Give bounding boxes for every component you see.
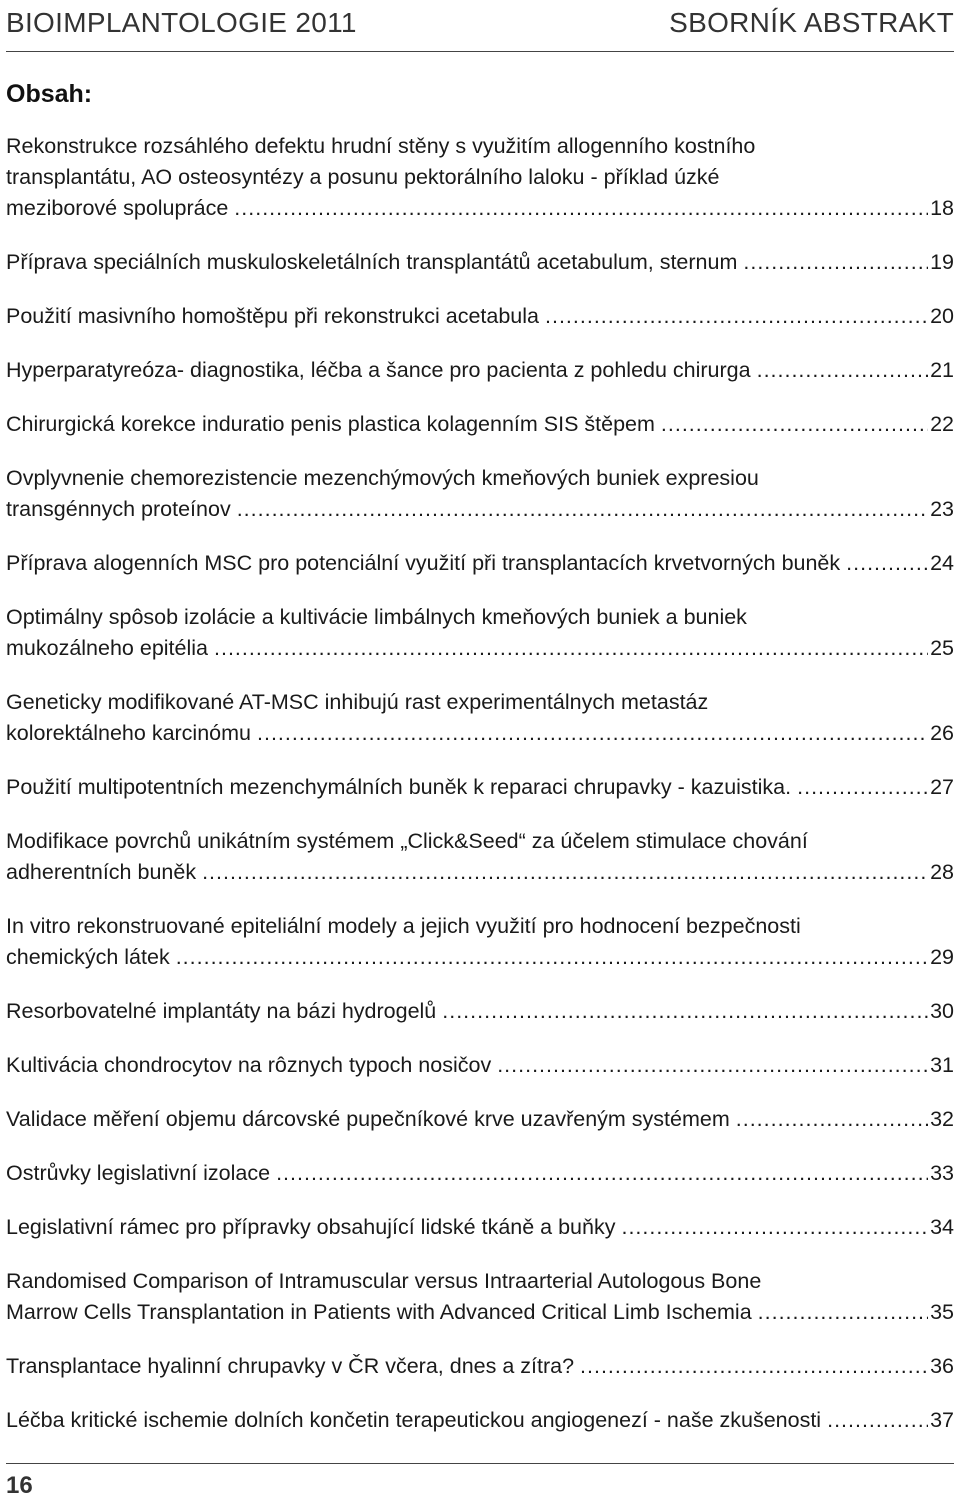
dot-leader	[757, 355, 928, 386]
toc-entry-title: Hyperparatyreóza- diagnostika, léčba a šance pro pacienta z pohledu chirurga	[6, 358, 751, 382]
toc-entry-line	[6, 772, 954, 803]
toc-entry-page: 23	[930, 497, 954, 521]
toc-entry[interactable]	[6, 1351, 954, 1382]
dot-leader	[661, 409, 928, 440]
toc-entry-line	[6, 942, 954, 973]
toc-entry-page: 19	[930, 250, 954, 274]
toc-entry-line	[6, 1104, 954, 1135]
toc-entry-page: 34	[930, 1215, 954, 1239]
dot-leader	[202, 857, 928, 888]
toc-entry-title: Ostrůvky legislativní izolace	[6, 1161, 271, 1185]
toc-entry-page: 21	[930, 358, 954, 382]
dot-leader	[758, 1297, 928, 1328]
toc-entry-title: kolorektálneho karcinómu	[6, 721, 251, 745]
toc-entry-line	[6, 1405, 954, 1436]
toc-entry-line	[6, 1266, 954, 1297]
dot-leader	[237, 494, 928, 525]
toc-entry-title: adherentních buněk	[6, 860, 197, 884]
toc-entry-line	[6, 1351, 954, 1382]
toc-entry-line	[6, 162, 954, 193]
toc-entry-title: Validace měření objemu dárcovské pupečníkové krve uzavřeným systémem	[6, 1107, 730, 1131]
dot-leader	[497, 1050, 928, 1081]
toc-entry[interactable]	[6, 355, 954, 386]
toc-entry-page: 22	[930, 412, 954, 436]
toc-entry-line	[6, 494, 954, 525]
dot-leader	[827, 1405, 928, 1436]
toc-entry-title: chemických látek	[6, 945, 170, 969]
toc-entry-title: Legislativní rámec pro přípravky obsahující lidské tkáně a buňky	[6, 1215, 616, 1239]
toc-entry-title: Ovplyvnenie chemorezistencie mezenchýmových kmeňových buniek expresiou	[6, 466, 759, 490]
toc-entry-page: 36	[930, 1354, 954, 1378]
dot-leader	[442, 996, 928, 1027]
toc-entry-page: 28	[930, 860, 954, 884]
toc-entry[interactable]	[6, 996, 954, 1027]
toc-entry[interactable]	[6, 772, 954, 803]
header-right: SBORNÍK ABSTRAKT	[669, 7, 954, 38]
toc-entry[interactable]	[6, 602, 954, 664]
toc-entry-title: Použití masivního homoštěpu při rekonstrukci acetabula	[6, 304, 539, 328]
dot-leader	[736, 1104, 928, 1135]
toc-entry-title: Příprava alogenních MSC pro potenciální využití při transplantacích krvetvorných buněk	[6, 551, 841, 575]
toc-entry-line	[6, 1212, 954, 1243]
toc-entry-title: transgénnych proteínov	[6, 497, 231, 521]
toc-entry[interactable]	[6, 1104, 954, 1135]
dot-leader	[176, 942, 928, 973]
toc-entry-page: 37	[930, 1408, 954, 1432]
toc-entry-title: Použití multipotentních mezenchymálních buněk k reparaci chrupavky - kazuistika.	[6, 775, 792, 799]
toc-entry-line	[6, 131, 954, 162]
dot-leader	[621, 1212, 928, 1243]
toc-entry-title: Geneticky modifikované AT-MSC inhibujú rast experimentálnych metastáz	[6, 690, 709, 714]
footer-divider	[6, 1463, 954, 1464]
toc-entry[interactable]	[6, 548, 954, 579]
toc-entry-line	[6, 463, 954, 494]
toc-entry-line	[6, 548, 954, 579]
toc-entry-page: 33	[930, 1161, 954, 1185]
toc-entry-page: 18	[930, 196, 954, 220]
toc-entry-title: transplantátu, AO osteosyntézy a posunu pektorálního laloku - příklad úzké	[6, 165, 720, 189]
toc-entry-title: Chirurgická korekce induratio penis plastica kolagenním SIS štěpem	[6, 412, 655, 436]
toc-entry-title: mukozálneho epitélia	[6, 636, 208, 660]
toc-entry-page: 32	[930, 1107, 954, 1131]
toc-entry-line	[6, 1297, 954, 1328]
running-header	[6, 0, 954, 52]
toc-entry[interactable]	[6, 1050, 954, 1081]
toc-entry-page: 20	[930, 304, 954, 328]
toc-entry-title: Léčba kritické ischemie dolních končetin terapeutickou angiogenezí - naše zkušenosti	[6, 1408, 822, 1432]
toc-entry[interactable]	[6, 131, 954, 224]
header-left: BIOIMPLANTOLOGIE 2011	[6, 7, 357, 38]
toc-entry-page: 29	[930, 945, 954, 969]
toc-entry-line	[6, 1050, 954, 1081]
toc-entry-line	[6, 247, 954, 278]
toc-entry-title: Příprava speciálních muskuloskeletálních transplantátů acetabulum, sternum	[6, 250, 738, 274]
toc-entry[interactable]	[6, 1405, 954, 1436]
page-title: Obsah:	[6, 80, 93, 108]
toc-entry-title: Kultivácia chondrocytov na rôznych typoch nosičov	[6, 1053, 492, 1077]
toc-entry-line	[6, 687, 954, 718]
toc-entry-page: 27	[930, 775, 954, 799]
toc-entry-title: Rekonstrukce rozsáhlého defektu hrudní stěny s využitím allogenního kostního	[6, 134, 756, 158]
dot-leader	[257, 718, 928, 749]
toc-entry[interactable]	[6, 301, 954, 332]
toc-entry-title: Optimálny spôsob izolácie a kultivácie limbálnych kmeňových buniek a buniek	[6, 605, 747, 629]
toc-entry-line	[6, 1158, 954, 1189]
toc-entry-title: Transplantace hyalinní chrupavky v ČR včera, dnes a zítra?	[6, 1354, 575, 1378]
toc-entry-line	[6, 633, 954, 664]
toc-entry-page: 26	[930, 721, 954, 745]
dot-leader	[846, 548, 928, 579]
toc-entry-line	[6, 193, 954, 224]
toc-entry-title: In vitro rekonstruované epiteliální modely a jejich využití pro hodnocení bezpečnosti	[6, 914, 801, 938]
toc-entry-page: 31	[930, 1053, 954, 1077]
toc-entry[interactable]	[6, 826, 954, 888]
toc-entry-line	[6, 911, 954, 942]
toc-entry-line	[6, 826, 954, 857]
toc-entry[interactable]	[6, 247, 954, 278]
toc-entry-line	[6, 301, 954, 332]
dot-leader	[580, 1351, 928, 1382]
toc-entry-line	[6, 996, 954, 1027]
toc-entry-title: Marrow Cells Transplantation in Patients with Advanced Critical Limb Ischemia	[6, 1300, 752, 1324]
toc-entry-page: 24	[930, 551, 954, 575]
toc-entry-title: meziborové spolupráce	[6, 196, 229, 220]
dot-leader	[545, 301, 928, 332]
toc-entry[interactable]	[6, 1266, 954, 1328]
toc-entry-title: Resorbovatelné implantáty na bázi hydrogelů	[6, 999, 437, 1023]
toc-entry[interactable]	[6, 409, 954, 440]
dot-leader	[797, 772, 928, 803]
toc-entry-line	[6, 602, 954, 633]
toc-entry-line	[6, 355, 954, 386]
toc-entry-title: Randomised Comparison of Intramuscular versus Intraarterial Autologous Bone	[6, 1269, 762, 1293]
dot-leader	[214, 633, 928, 664]
toc-entry[interactable]	[6, 1212, 954, 1243]
dot-leader	[234, 193, 928, 224]
page-number: 16	[6, 1472, 33, 1499]
toc-entry-title: Modifikace povrchů unikátním systémem „Click&Seed“ za účelem stimulace chování	[6, 829, 808, 853]
table-of-contents	[6, 131, 954, 1459]
toc-entry-line	[6, 409, 954, 440]
toc-entry-page: 35	[930, 1300, 954, 1324]
toc-entry[interactable]	[6, 1158, 954, 1189]
toc-entry-page: 30	[930, 999, 954, 1023]
toc-entry-line	[6, 857, 954, 888]
dot-leader	[276, 1158, 928, 1189]
toc-entry[interactable]	[6, 911, 954, 973]
toc-entry-page: 25	[930, 636, 954, 660]
dot-leader	[743, 247, 928, 278]
toc-entry-line	[6, 718, 954, 749]
toc-entry[interactable]	[6, 463, 954, 525]
toc-entry[interactable]	[6, 687, 954, 749]
